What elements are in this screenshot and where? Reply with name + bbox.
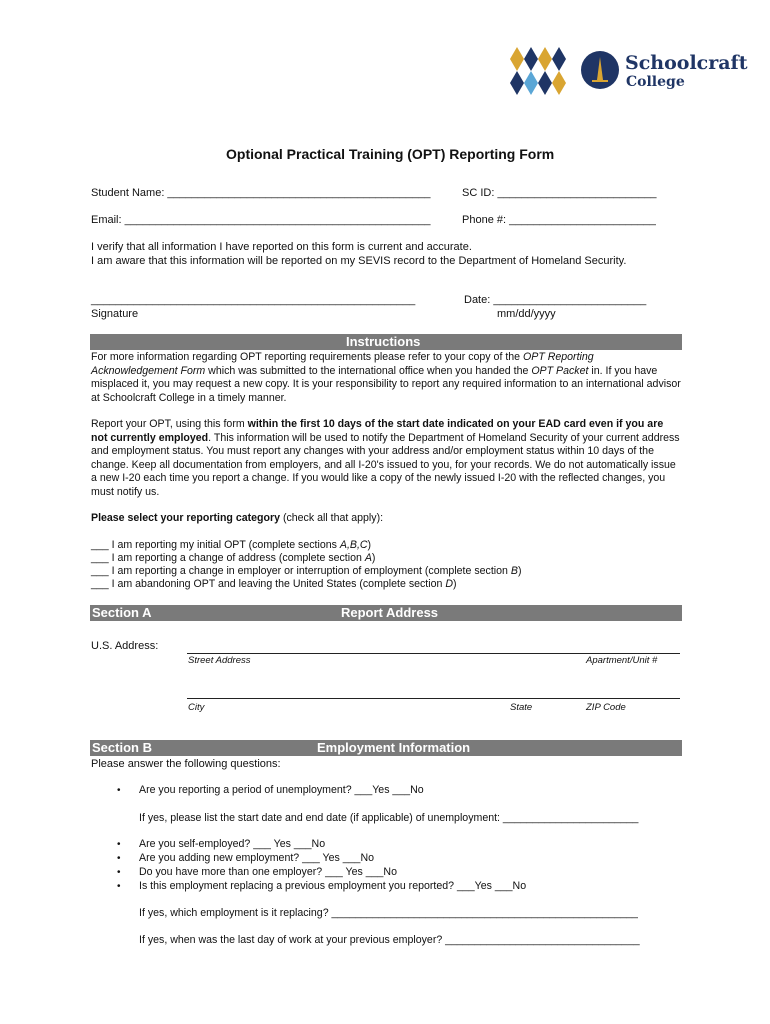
replaced-employment-field[interactable]: If yes, which employment is it replacing? ____________________________________________________ — [139, 907, 638, 919]
category-prompt: Please select your reporting category (check all that apply): — [91, 512, 384, 524]
instructions-header: Instructions — [346, 334, 421, 349]
form-title: Optional Practical Training (OPT) Reporting Form — [226, 146, 555, 162]
category-option-employer[interactable]: ___ I am reporting a change in employer or interruption of employment (complete section B) — [91, 565, 522, 577]
instructions-paragraph-1: For more information regarding OPT reporting requirements please refer to your copy of the OPT Reporting Acknowledgement Form which was submitted to the international office when you handed the OPT Packet in. If you have misplaced it, you may request a new copy. It is your responsibility to report any required information to an international advisor at Schoolcraft College in a timely manner. — [91, 351, 681, 404]
zip-label: ZIP Code — [586, 702, 626, 713]
email-field[interactable]: Email: __________________________________________________ — [91, 214, 431, 226]
section-b-bar — [90, 740, 682, 756]
category-option-abandon[interactable]: ___ I am abandoning OPT and leaving the United States (complete section D) — [91, 578, 457, 590]
verify-line-2: I am aware that this information will be reported on my SEVIS record to the Department of Homeland Security. — [91, 255, 627, 267]
seal-icon — [580, 50, 620, 90]
question-multiple-employers[interactable]: Do you have more than one employer? ___ Yes ___No — [139, 866, 397, 878]
section-a-label: Section A — [92, 605, 152, 620]
signature-label: Signature — [91, 308, 139, 320]
date-format: mm/dd/yyyy — [497, 308, 556, 320]
apartment-label: Apartment/Unit # — [586, 655, 658, 666]
bullet-icon: • — [117, 785, 121, 796]
verify-line-1: I verify that all information I have reported on this form is current and accurate. — [91, 241, 472, 253]
section-b-label: Section B — [92, 740, 152, 755]
unemployment-dates-field[interactable]: If yes, please list the start date and end date (if applicable) of unemployment: _______________________ — [139, 812, 639, 824]
date-field[interactable]: Date: _________________________ — [464, 294, 647, 306]
section-a-bar — [90, 605, 682, 621]
sc-id-field[interactable]: SC ID: __________________________ — [462, 187, 657, 199]
bullet-icon: • — [117, 853, 121, 864]
section-b-header: Employment Information — [317, 740, 471, 755]
section-a-header: Report Address — [341, 605, 439, 620]
question-unemployment[interactable]: Are you reporting a period of unemployment? ___Yes ___No — [139, 784, 424, 796]
street-address-label: Street Address — [188, 655, 251, 666]
question-new-employment[interactable]: Are you adding new employment? ___ Yes ___No — [139, 852, 374, 864]
question-replacing-employment[interactable]: Is this employment replacing a previous employment you reported? ___Yes ___No — [139, 880, 527, 892]
question-self-employed[interactable]: Are you self-employed? ___ Yes ___No — [139, 838, 326, 850]
logo-sub: College — [626, 74, 685, 90]
category-option-initial[interactable]: ___ I am reporting my initial OPT (complete sections A,B,C) — [91, 539, 372, 551]
us-address-label: U.S. Address: — [91, 640, 159, 652]
category-option-address[interactable]: ___ I am reporting a change of address (complete section A) — [91, 552, 376, 564]
section-b-intro: Please answer the following questions: — [91, 758, 281, 770]
bullet-icon: • — [117, 839, 121, 850]
bullet-icon: • — [117, 881, 121, 892]
diamond-logo — [510, 47, 566, 95]
phone-field[interactable]: Phone #: ________________________ — [462, 214, 656, 226]
bullet-icon: • — [117, 867, 121, 878]
city-state-zip-line[interactable] — [187, 698, 680, 699]
signature-line[interactable]: _____________________________________________________ — [91, 294, 416, 306]
state-label: State — [510, 702, 533, 713]
student-name-field[interactable]: Student Name: ___________________________________________ — [91, 187, 431, 199]
instructions-paragraph-2: Report your OPT, using this form within the first 10 days of the start date indicated on your EAD card even if you are not currently employed. This information will be used to notify the Department of Homeland Security of your current address and employment status. You must report any changes with your address and/or employment status within 10 days of the change. Keep all documentation from employers, and all I-20's issued to you, for your records. We do not automatically issue a new I-20 each time you report a change. If you would like a copy of the newly issued I-20 with the reflected changes, you must notify us. — [91, 418, 680, 498]
street-address-line[interactable] — [187, 653, 680, 654]
instructions-header-bar — [90, 334, 682, 350]
city-label: City — [188, 702, 205, 713]
last-work-day-field[interactable]: If yes, when was the last day of work at your previous employer? _________________________________ — [139, 934, 640, 946]
logo-name: Schoolcraft — [625, 52, 748, 74]
